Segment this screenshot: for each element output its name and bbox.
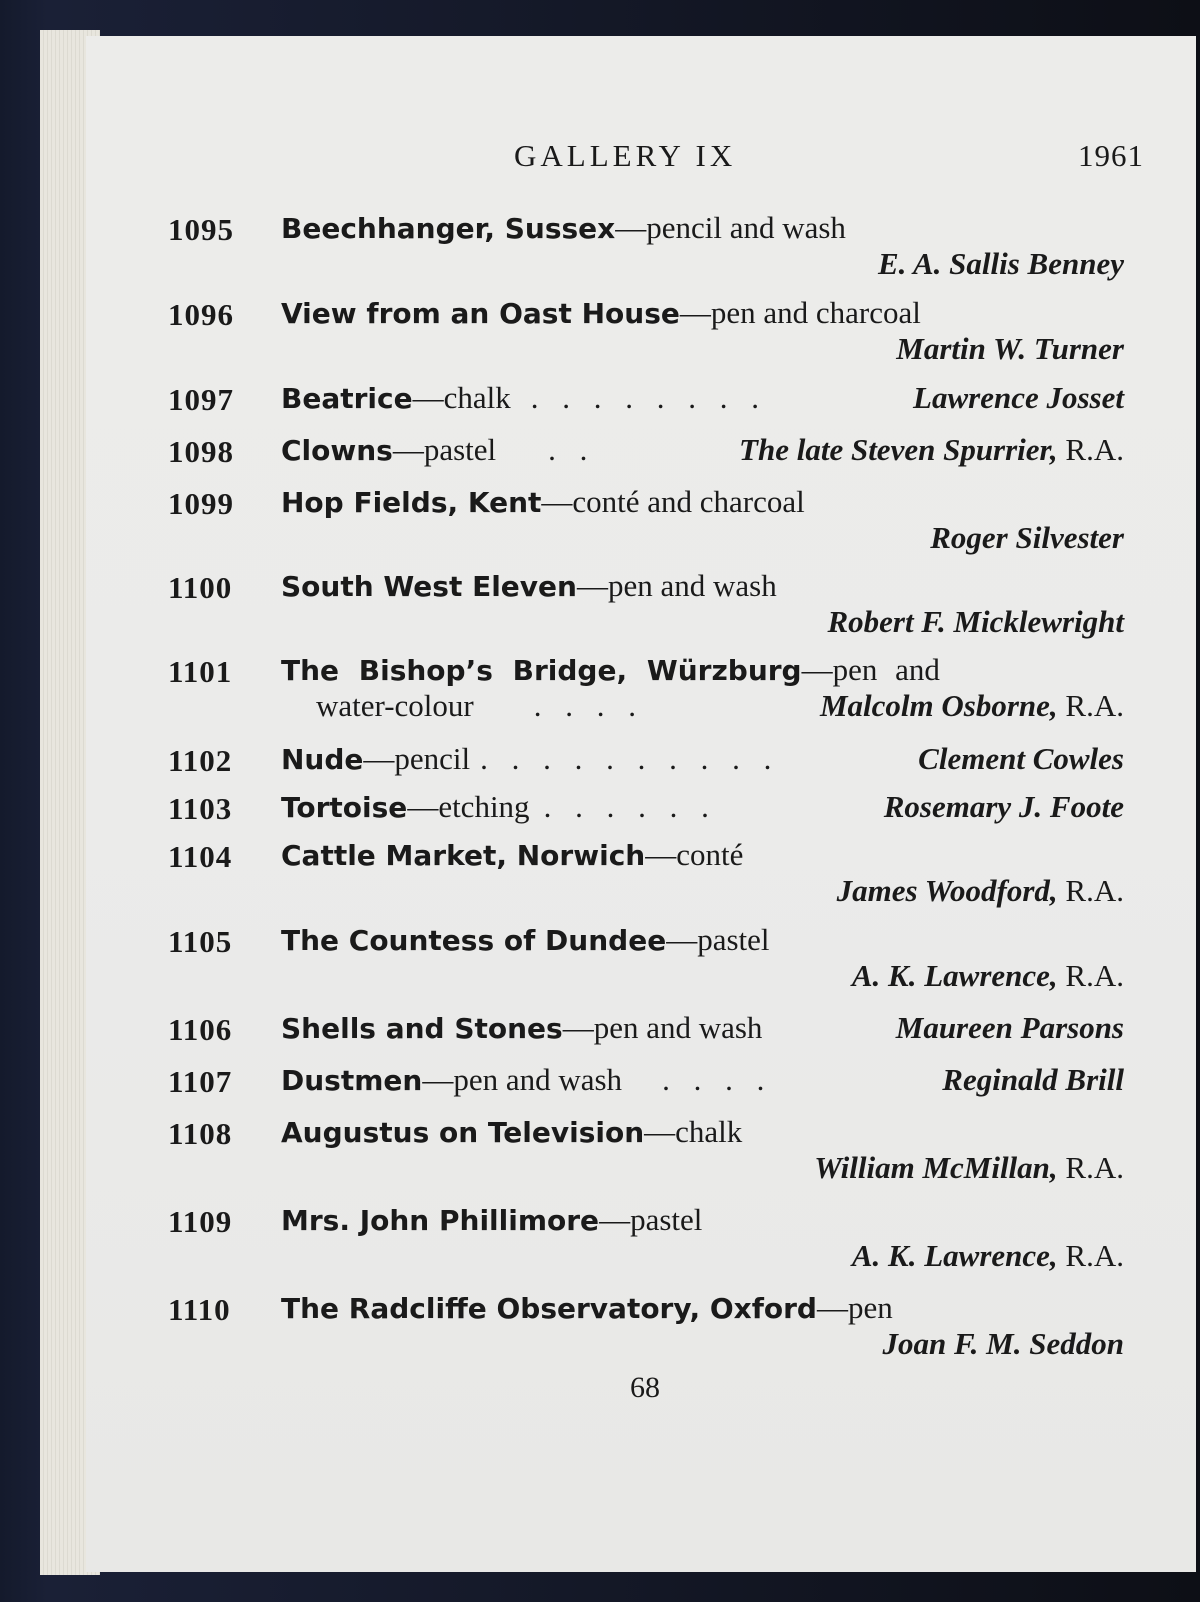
- entry-medium: —etching: [407, 789, 530, 824]
- catalogue-entry: [86, 1202, 1196, 1274]
- honours-suffix: R.A.: [1065, 688, 1124, 723]
- entry-medium: —chalk: [644, 1114, 743, 1149]
- page-number: 68: [630, 1371, 660, 1404]
- entry-artist: Lawrence Josset: [913, 380, 1124, 415]
- entry-number: 1103: [168, 791, 233, 826]
- entry-artist: E. A. Sallis Benney: [877, 246, 1124, 281]
- entry-medium: —pen and wash: [562, 1010, 763, 1045]
- catalogue-entry: [86, 741, 1196, 777]
- entry-title: Beechhanger, Sussex: [281, 212, 616, 245]
- entry-title: View from an Oast House: [281, 297, 680, 330]
- entry-number: 1101: [168, 654, 233, 689]
- entry-number: 1096: [168, 297, 234, 332]
- entry-number: 1109: [168, 1204, 233, 1239]
- catalogue-entry: [86, 568, 1196, 640]
- catalogue-entry: [86, 380, 1196, 416]
- catalogue-entry: [86, 652, 1196, 724]
- entry-title: Beatrice: [281, 382, 413, 415]
- entry-title: The Countess of Dundee: [281, 924, 667, 957]
- entry-medium: —pen and: [801, 652, 940, 687]
- leader-dots: . .: [548, 432, 590, 467]
- entry-medium: —pastel: [599, 1202, 703, 1237]
- catalogue-entry: [86, 210, 1196, 282]
- entry-number: 1105: [168, 924, 233, 959]
- honours-suffix: R.A.: [1065, 1238, 1124, 1273]
- gallery-title: GALLERY IX: [514, 138, 737, 173]
- entry-title: Augustus on Television: [281, 1116, 645, 1149]
- entry-medium: —pencil and wash: [615, 210, 846, 245]
- entry-title: Cattle Market, Norwich: [281, 839, 646, 872]
- entry-number: 1098: [168, 434, 234, 469]
- entry-artist: Joan F. M. Seddon: [882, 1326, 1124, 1361]
- entry-artist: A. K. Lawrence, R.A.: [851, 958, 1124, 993]
- entry-artist: Malcolm Osborne, R.A.: [819, 688, 1124, 723]
- catalogue-entry: [86, 922, 1196, 994]
- entry-artist: James Woodford, R.A.: [836, 873, 1124, 908]
- entry-title: Mrs. John Phillimore: [281, 1204, 600, 1237]
- entry-number: 1095: [168, 212, 234, 247]
- entry-medium: —pen and charcoal: [679, 295, 921, 330]
- catalogue-page: [86, 36, 1196, 1572]
- entry-number: 1104: [168, 839, 233, 874]
- catalogue-entry: [86, 295, 1196, 367]
- entry-title: The Radcliffe Observatory, Oxford: [281, 1292, 817, 1325]
- entry-number: 1099: [168, 486, 234, 521]
- leader-dots: . . . . . .: [543, 789, 711, 824]
- catalogue-entry: [86, 837, 1196, 909]
- entry-number: 1108: [168, 1116, 233, 1151]
- entry-title: Shells and Stones: [281, 1012, 563, 1045]
- entry-medium: —conté: [645, 837, 744, 872]
- entry-number: 1110: [168, 1292, 231, 1327]
- entry-artist: Martin W. Turner: [896, 331, 1124, 366]
- entry-medium: —pen and wash: [576, 568, 777, 603]
- honours-suffix: R.A.: [1065, 958, 1124, 993]
- entry-title: Hop Fields, Kent: [281, 486, 542, 519]
- entry-number: 1100: [168, 570, 233, 605]
- honours-suffix: R.A.: [1065, 1150, 1124, 1185]
- leader-dots: . . . .: [662, 1062, 767, 1097]
- entry-artist: Robert F. Micklewright: [827, 604, 1124, 639]
- entry-title: Clowns: [281, 434, 393, 467]
- entry-title: The Bishop’s Bridge, Würzburg: [281, 654, 802, 687]
- entry-number: 1106: [168, 1012, 233, 1047]
- catalogue-entry: [86, 789, 1196, 825]
- entry-artist: The late Steven Spurrier, R.A.: [739, 432, 1124, 467]
- entry-artist: Rosemary J. Foote: [883, 789, 1124, 824]
- catalogue-entry: [86, 1114, 1196, 1186]
- entry-title: Dustmen: [281, 1064, 423, 1097]
- honours-suffix: R.A.: [1065, 873, 1124, 908]
- entry-title: South West Eleven: [281, 570, 577, 603]
- entry-number: 1097: [168, 382, 234, 417]
- leader-dots: . . . . . . . .: [530, 380, 761, 415]
- catalogue-entry: [86, 432, 1196, 468]
- leader-dots: . . . . . . . . . .: [480, 741, 774, 776]
- catalogue-entry: [86, 1290, 1196, 1362]
- entry-medium: —pen: [816, 1290, 893, 1325]
- entry-number: 1107: [168, 1064, 233, 1099]
- catalogue-entry: [86, 1062, 1196, 1098]
- entry-artist: Clement Cowles: [918, 741, 1124, 776]
- catalogue-entry: [86, 1010, 1196, 1046]
- entry-artist: Reginald Brill: [942, 1062, 1124, 1097]
- entry-medium: —chalk: [412, 380, 511, 415]
- entry-artist: Maureen Parsons: [895, 1010, 1124, 1045]
- entry-continuation: water-colour: [316, 688, 474, 723]
- entry-number: 1102: [168, 743, 233, 778]
- entry-medium: —pencil: [363, 741, 471, 776]
- entry-medium: —pastel: [392, 432, 497, 467]
- entry-medium: —pen and wash: [422, 1062, 623, 1097]
- entry-artist: A. K. Lawrence, R.A.: [851, 1238, 1124, 1273]
- catalogue-entry: [86, 484, 1196, 556]
- entry-title: Nude: [281, 743, 364, 776]
- entry-title: Tortoise: [281, 791, 408, 824]
- entry-artist: Roger Silvester: [930, 520, 1124, 555]
- year: 1961: [1078, 138, 1144, 173]
- page-header: [86, 138, 1196, 178]
- leader-dots: . . . .: [533, 688, 638, 723]
- entry-medium: —conté and charcoal: [541, 484, 805, 519]
- entry-medium: —pastel: [666, 922, 770, 957]
- entry-artist: William McMillan, R.A.: [814, 1150, 1124, 1185]
- honours-suffix: R.A.: [1065, 432, 1124, 467]
